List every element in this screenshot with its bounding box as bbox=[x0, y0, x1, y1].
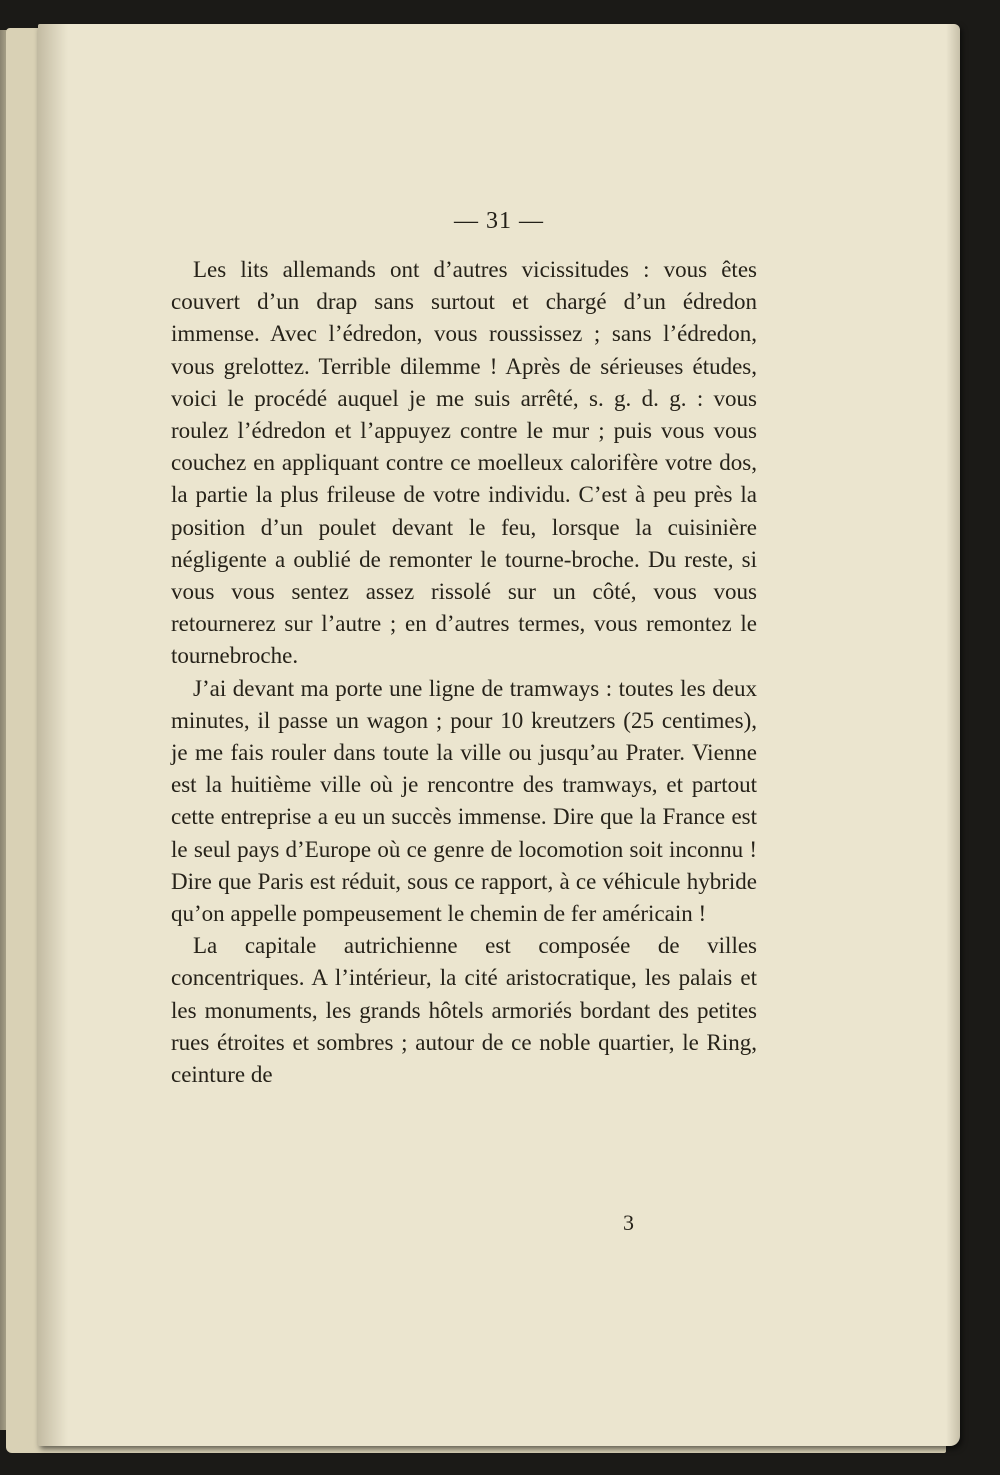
paragraph-1: Les lits allemands ont d’autres vicissitudes : vous êtes couvert d’un drap sans surtout et chargé d’un édredon immense. Avec l’édredon, vous roussissez ; sans l’édredon, vous grelottez. Terrible dilemme ! Après de sérieuses études, voici le procédé auquel je me suis arrêté, s. g. d. g. : vous roulez l’édredon et l’appuyez contre le mur ; puis vous vous couchez en appliquant contre ce moelleux calorifère votre dos, la partie la plus frileuse de votre individu. C’est à peu près la position d’un poulet devant le feu, lorsque la cuisinière négligente a oublié de remonter le tourne-broche. Du reste, si vous vous sentez assez rissolé sur un côté, vous vous retournerez sur l’autre ; en d’autres termes, vous remontez le tournebroche. bbox=[171, 257, 757, 669]
page-number-header: — 31 — bbox=[454, 208, 544, 234]
body-text bbox=[171, 254, 757, 1091]
paragraph-2: J’ai devant ma porte une ligne de tramways : toutes les deux minutes, il passe un wagon ; pour 10 kreutzers (25 centimes), je me fais rouler dans toute la ville ou jusqu’au Prater. Vienne est la huitième ville où je rencontre des tramways, et partout cette entreprise a eu un succès immense. Dire que la France est le seul pays d’Europe où ce genre de locomotion soit inconnu ! Dire que Paris est réduit, sous ce rapport, à ce véhicule hybride qu’on appelle pompeusement le chemin de fer américain ! bbox=[171, 675, 757, 927]
book-page bbox=[38, 24, 960, 1446]
paragraph-3: La capitale autrichienne est composée de villes concentriques. A l’intérieur, la cité aristocratique, les palais et les monuments, les grands hôtels armoriés bordant des petites rues étroites et sombres ; autour de ce noble quartier, le Ring, ceinture de bbox=[171, 933, 757, 1088]
signature-mark: 3 bbox=[623, 1210, 634, 1235]
